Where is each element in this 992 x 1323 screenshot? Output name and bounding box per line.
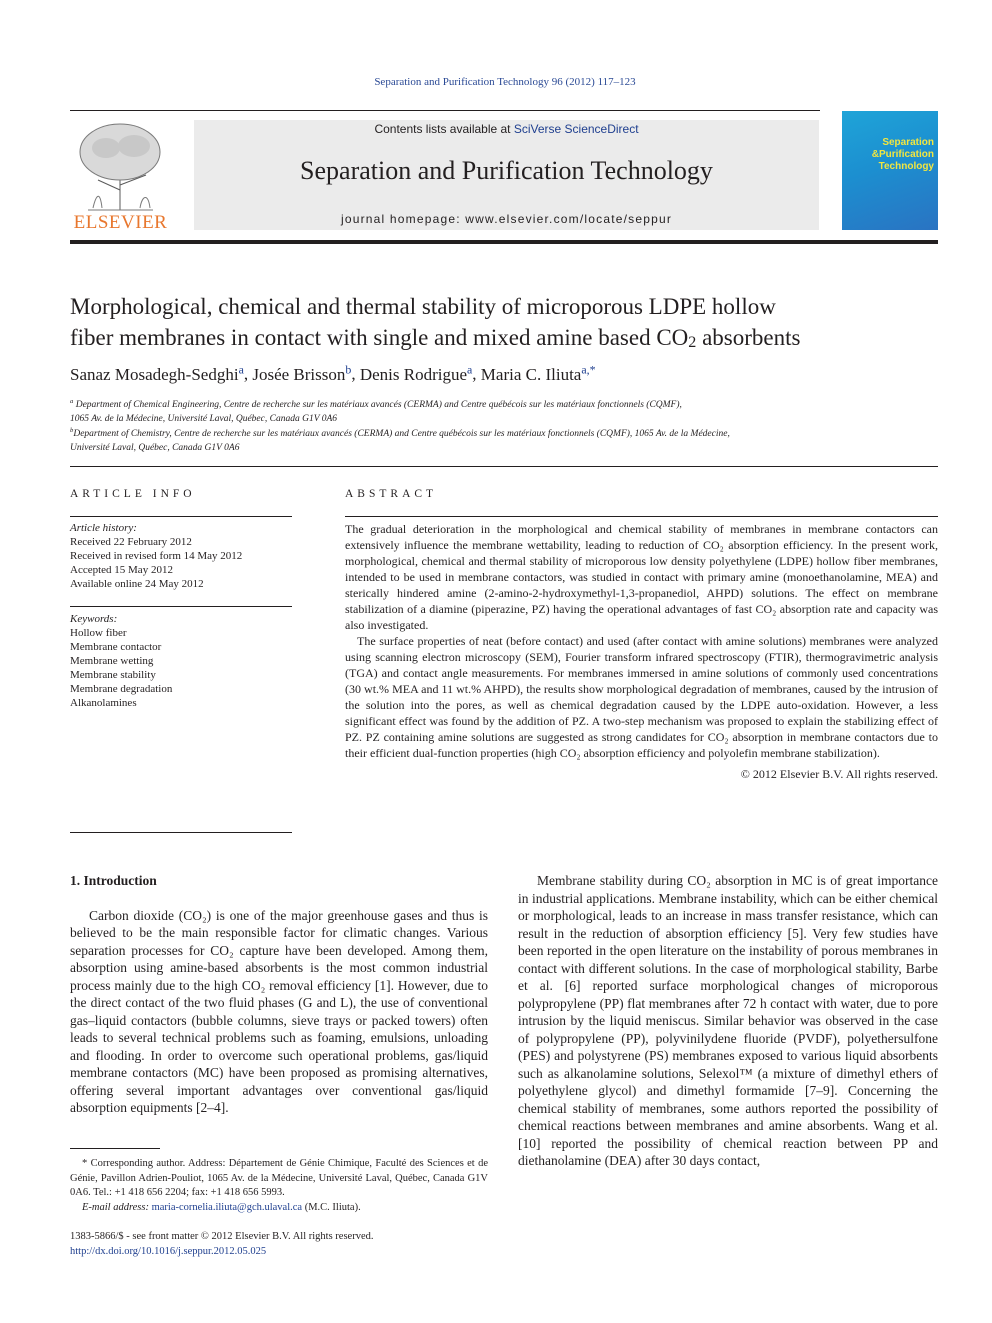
section-rule — [70, 466, 938, 467]
keywords-rule — [70, 606, 292, 607]
journal-masthead — [194, 120, 819, 230]
title-subscript: 2 — [688, 334, 697, 351]
author-name: Maria C. Iliuta — [480, 364, 582, 384]
affiliation-text: Université Laval, Québec, Canada G1V 0A6 — [70, 443, 240, 454]
title-line-2 — [70, 322, 938, 358]
article-history — [70, 521, 292, 591]
history-label: Article history: — [70, 522, 137, 534]
history-item: Received in revised form 14 May 2012 — [70, 550, 243, 562]
journal-reference[interactable]: Separation and Purification Technology 96 (2012) 117–123 — [374, 76, 636, 88]
body-column-left — [70, 872, 488, 1117]
article-info-heading: ARTICLE INFO — [70, 488, 196, 500]
keyword: Membrane contactor — [70, 641, 162, 653]
author-list: Sanaz Mosadegh-Sedghi$^a$, Josée Brisson$^b$, Denis Rodrigue$^a$, Maria C. Iliuta$^{a,*}$ — [70, 362, 596, 384]
author[interactable] — [252, 362, 352, 384]
article-title — [70, 291, 938, 358]
author[interactable] — [480, 362, 596, 384]
author[interactable] — [70, 362, 244, 384]
history-item: Accepted 15 May 2012 — [70, 564, 173, 576]
keyword: Membrane stability — [70, 669, 156, 681]
email-link[interactable]: maria-cornelia.iliuta@gch.ulaval.ca — [151, 1201, 303, 1213]
author-name: Sanaz Mosadegh-Sedghi — [70, 364, 239, 384]
corresponding-author-note: * Corresponding author. Address: Département de Génie Chimique, Faculté des Sciences et de Génie, Pavillon Adrien-Pouliot, 1065 Av. de la Médecine, Université Laval, Québec, Canada G1V 0A6. Tel.: +1 418 656 2204; fax: +1 418 656 5993. — [70, 1158, 488, 1198]
author-name: Denis Rodrigue — [359, 364, 468, 384]
footnote-rule — [70, 1148, 160, 1149]
contents-line — [194, 122, 819, 136]
keyword: Alkanolamines — [70, 697, 137, 709]
journal-homepage[interactable]: journal homepage: www.elsevier.com/locate/seppur — [340, 212, 673, 226]
email-line — [70, 1201, 488, 1216]
email-label: E-mail address: — [82, 1201, 152, 1213]
title-text: absorbents — [696, 325, 801, 350]
title-line-1: Morphological, chemical and thermal stability of microporous LDPE hollow — [70, 294, 776, 319]
sciencedirect-link[interactable]: SciVerse ScienceDirect — [513, 122, 639, 136]
journal-cover — [842, 111, 938, 230]
email-suffix: (M.C. Iliuta). — [302, 1201, 361, 1213]
author[interactable] — [359, 362, 473, 384]
cover-title-line: Technology — [878, 161, 934, 172]
abstract-heading: ABSTRACT — [345, 488, 438, 500]
body-paragraph: Membrane stability during CO₂ absorption in MC is of great importance in industrial applications. Membrane instability, which can be either chemical or morphological, leads to an increase in mass transfer resistance, which can result in the reduction of absorption efficiency [5]. Very few studies have been reported in the open literature on the instability of porous membranes in contact with different solutions. In the case of morphological stability, Barbe et al. [6] reported surface morphological changes of microporous polypropylene (PP) flat membranes after 72 h contact with water, due to pore intrusion by the liquid meniscus. Similar behavior was observed in the case of polypropylene (PP), polyvinilydene fluoride (PVDF), polyethersulfone (PES) and polystyrene (PS) membranes exposed to various liquid absorbents such as alkanolamine solutions, Selexol™ (a mixture of dimethyl ethers of polyethylene glycol) and dimethyl formamide [7–9]. Concerning the chemical stability of membranes, some authors reported the possibility of chemical reactions between membranes and amine absorbents. Wang et al. [10] reported the possibility of chemical reaction between PP and diethanolamine (DEA) after 30 days contact, — [518, 873, 938, 1168]
keyword: Membrane degradation — [70, 683, 173, 695]
affiliation-a — [70, 395, 938, 426]
header-rule — [70, 110, 820, 111]
affiliation-marker[interactable]: a,* — [581, 362, 596, 376]
keywords-label: Keywords: — [70, 613, 118, 625]
abstract-paragraph: The surface properties of neat (before contact) and used (after contact with amine solutions) membranes were analyzed using scanning electron microscopy (SEM), Fourier transform infrared spectroscopy (FTIR), thermogravimetric analysis (TGA) and contact angle measurements. For membranes immersed in amine solutions of commonly used concentrations (30 wt.% MEA and 11 wt.% AHPD), the results show morphological degradation of membranes, caused by the intrusion of the solution into the pores, as well as chemical degradation caused by the LDPE auto-oxidation. However, a less significant effect was found by the addition of PZ. A two-step mechanism was proposed to explain the stabilizing effect of PZ. PZ containing amine solutions are suggested as strong candidates for CO₂ absorption in membrane contactors due to their efficient dual-function properties (high CO₂ absorption efficiency and polyolefin membrane stabilization). — [345, 634, 938, 760]
affiliation-marker[interactable]: b — [345, 362, 352, 376]
affiliation-text: 1065 Av. de la Médecine, Université Laval, Québec, Canada G1V 0A6 — [70, 414, 337, 425]
body-column-right — [518, 872, 938, 1170]
affiliation-mark: a — [70, 398, 74, 405]
article-info-end-rule — [70, 832, 292, 833]
front-matter — [70, 1230, 488, 1259]
title-text: fiber membranes in contact with single and mixed amine based CO — [70, 325, 689, 350]
affiliation-b — [70, 424, 938, 455]
abstract-body — [345, 521, 938, 782]
affiliation-marker[interactable]: a — [238, 362, 244, 376]
history-item: Available online 24 May 2012 — [70, 578, 204, 590]
keywords — [70, 612, 292, 710]
elsevier-logo — [68, 120, 173, 232]
body-paragraph: Carbon dioxide (CO₂) is one of the major greenhouse gases and thus is believed to be the main responsible factor for climatic changes. Various separation processes for CO₂ capture have been developed. Among them, absorption using amine-based absorbents is the most common industrial process mainly due to the high CO₂ removal efficiency [1]. However, due to the direct contact of the two fluid phases (G and L), the use of conventional gas–liquid contactors (bubble columns, sieve trays or packed towers) often leads to several technical problems such as foaming, emulsions, unloading and flooding. In order to overcome such operational problems, gas/liquid membrane contactors (MC) have been proposed as promising alternatives, offering several important advantages over conventional gas/liquid absorption equipments [2–4]. — [70, 907, 488, 1115]
header-thick-rule — [70, 240, 938, 244]
cover-title-line: &Purification — [871, 149, 934, 160]
elsevier-tree-icon — [68, 120, 173, 212]
section-heading: 1. Introduction — [70, 873, 157, 888]
footnote — [70, 1157, 488, 1215]
journal-title: Separation and Purification Technology — [300, 156, 713, 185]
issn-line: 1383-5866/$ - see front matter © 2012 Elsevier B.V. All rights reserved. — [70, 1231, 374, 1242]
copyright: © 2012 Elsevier B.V. All rights reserved. — [740, 767, 938, 781]
abstract-paragraph: The gradual deterioration in the morphological and chemical stability of membranes in membrane contactors can extensively influence the membrane wettability, leading to reduction of CO₂ absorption efficiency. In the present work, morphological, chemical and thermal stability of microporous low density polyethylene (LDPE) hollow fiber membranes, intended to be used in membrane contactors, was studied in contact with primary amine (monoethanolamine, MEA) and sterically hindered amine (2-amino-2-hydroxymethyl-1,3-propanediol, AHPD) solutions. The effect on membrane stabilization of a diamine (piperazine, PZ) having the operational advantages of fast CO₂ absorption rate and capacity was also investigated. — [345, 522, 938, 632]
author-name: Josée Brisson — [252, 364, 346, 384]
affiliation-text: Department of Chemistry, Centre de recherche sur les matériaux avancés (CERMA) and Centre québécois sur les matériaux fonctionnels (CQMF), 1065 Av. de la Médecine, — [73, 429, 730, 440]
keyword: Hollow fiber — [70, 627, 127, 639]
contents-prefix: Contents lists available at — [374, 122, 514, 136]
history-item: Received 22 February 2012 — [70, 536, 192, 548]
affiliation-text: Department of Chemical Engineering, Centre de recherche sur les matériaux avancés (CERMA) and Centre québécois sur les matériaux fonctionnels (CQMF), — [75, 400, 682, 411]
elsevier-wordmark: ELSEVIER — [73, 212, 168, 233]
doi-link[interactable]: http://dx.doi.org/10.1016/j.seppur.2012.05.025 — [70, 1245, 267, 1257]
cover-title — [850, 137, 934, 173]
keyword: Membrane wetting — [70, 655, 154, 667]
abstract-rule — [345, 516, 938, 517]
cover-title-line: Separation — [882, 137, 934, 148]
article-info-rule — [70, 516, 292, 517]
affiliation-marker[interactable]: a — [467, 362, 473, 376]
affiliation-mark: b — [70, 427, 74, 434]
